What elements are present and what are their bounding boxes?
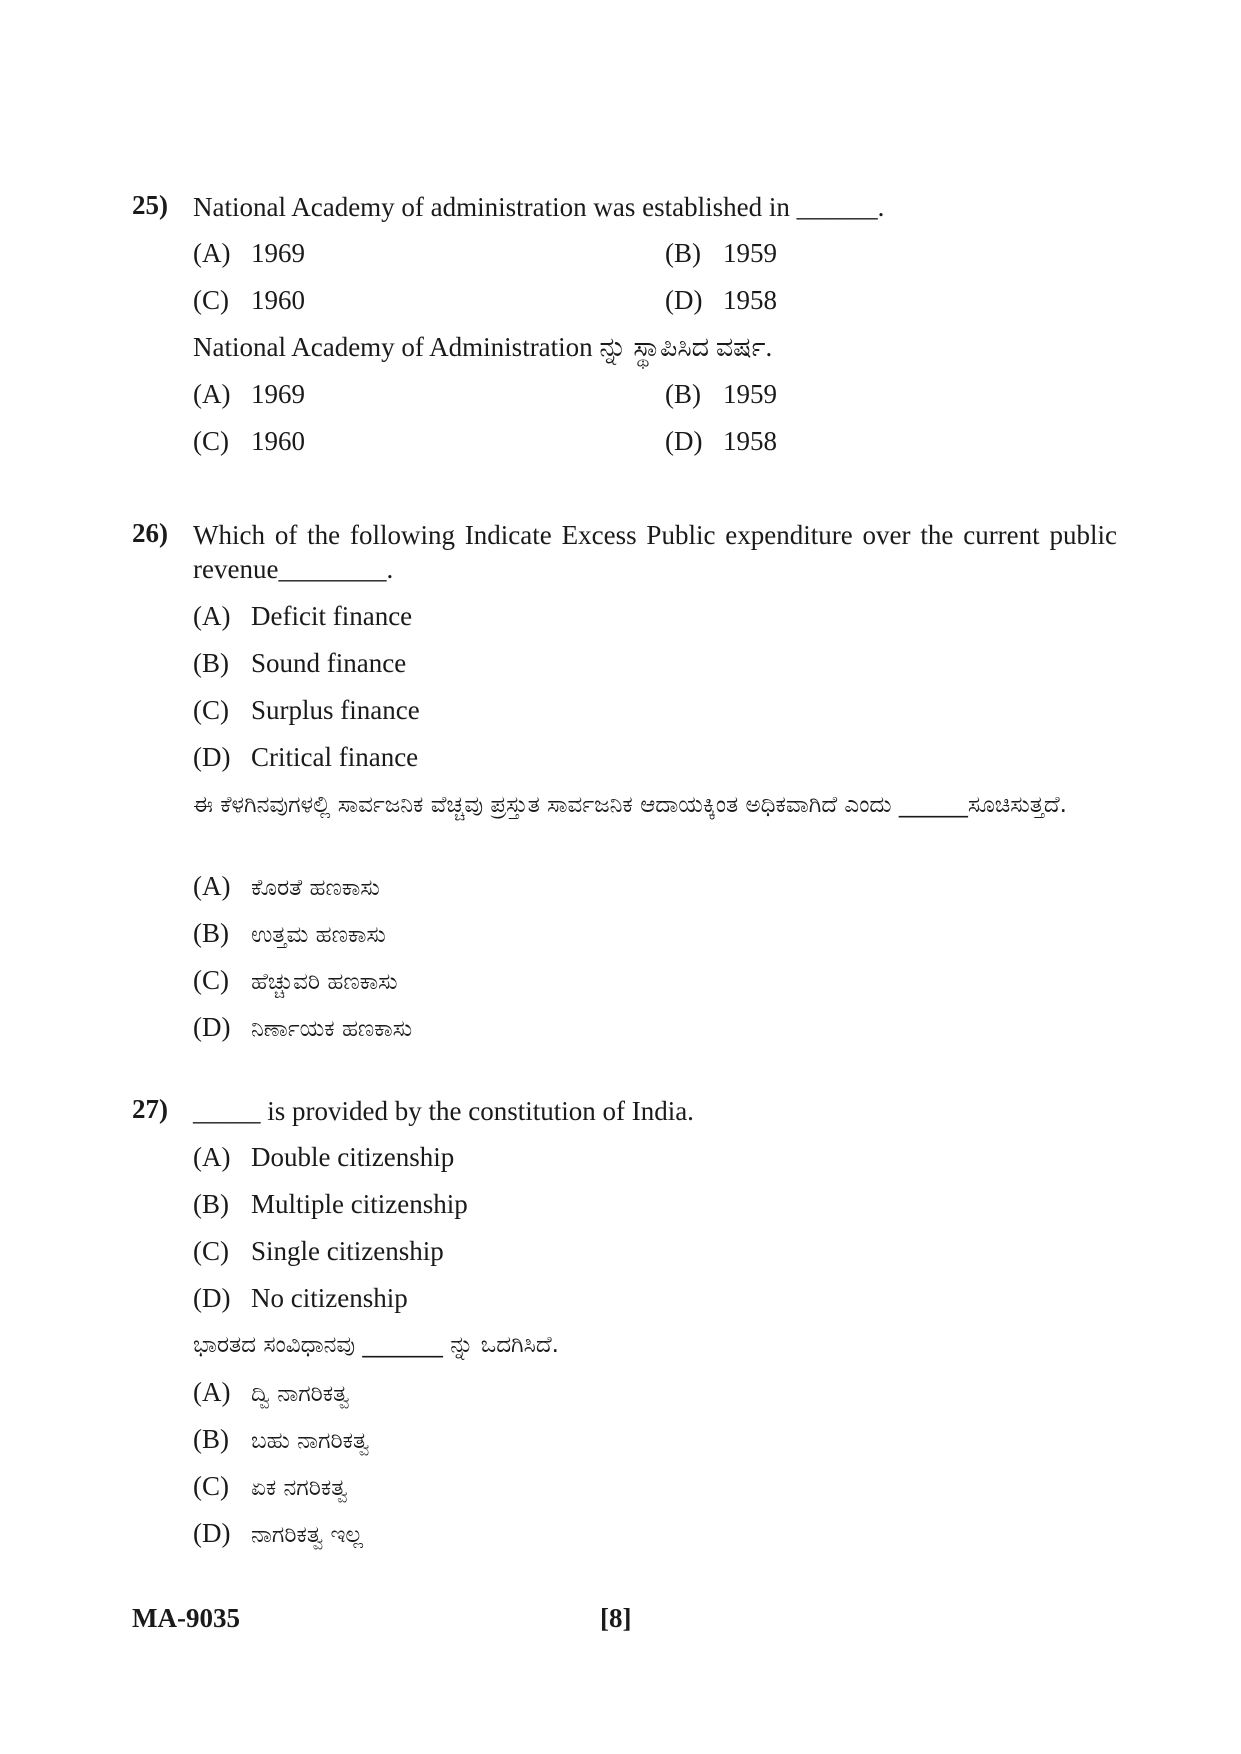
option-label: (B)	[193, 648, 229, 678]
option-label: (A)	[193, 601, 231, 631]
option-a-en	[193, 236, 305, 270]
option-text: No citizenship	[251, 1283, 408, 1313]
option-label: (D)	[193, 1518, 231, 1548]
option-text: Surplus finance	[251, 695, 420, 725]
option-b-kn	[665, 377, 777, 411]
option-label: (B)	[665, 379, 701, 409]
option-label: (C)	[193, 1236, 229, 1266]
option-b-kn	[193, 1422, 369, 1458]
option-d-kn	[193, 1010, 412, 1046]
option-b-en	[193, 1187, 468, 1221]
question-number: 26)	[132, 518, 168, 548]
option-label: (D)	[193, 1283, 231, 1313]
option-text: Single citizenship	[251, 1236, 444, 1266]
question-text-kn: ಭಾರತದ ಸಂವಿಧಾನವು _______ ನ್ನು ಒದಗಿಸಿದೆ.	[193, 1332, 559, 1358]
option-text: ಏಕ ನಗರಿಕತ್ವ	[251, 1475, 348, 1501]
option-label: (B)	[193, 918, 229, 948]
option-a-en	[193, 1140, 454, 1174]
option-text: Deficit finance	[251, 601, 413, 631]
option-text: Critical finance	[251, 742, 419, 772]
question-number: 27)	[132, 1094, 168, 1124]
option-text: ನಾಗರಿಕತ್ವ ಇಲ್ಲ	[251, 1522, 364, 1548]
option-b-en	[665, 236, 777, 270]
option-d-en	[665, 283, 777, 317]
option-label: (C)	[193, 285, 229, 315]
option-text: Multiple citizenship	[251, 1189, 468, 1219]
page-number: [8]	[600, 1603, 632, 1633]
option-label: (C)	[193, 695, 229, 725]
option-c-en	[193, 693, 420, 727]
option-d-kn	[665, 424, 777, 458]
option-d-en	[193, 1281, 408, 1315]
option-label: (B)	[193, 1189, 229, 1219]
option-c-kn	[193, 1469, 348, 1505]
question-text-en: Which of the following Indicate Excess Public expenditure over the current public revenue________.	[193, 520, 1117, 584]
option-label: (B)	[665, 238, 701, 268]
option-c-en	[193, 283, 305, 317]
option-b-en	[193, 646, 406, 680]
option-text: 1959	[723, 379, 777, 409]
option-d-kn	[193, 1516, 363, 1552]
option-text: ಹೆಚ್ಚುವರಿ ಹಣಕಾಸು	[251, 969, 398, 995]
option-a-en	[193, 599, 412, 633]
question-text-kn: National Academy of Administration ನ್ನು ಸ್ಥಾಪಿಸಿದ ವರ್ಷ.	[193, 332, 773, 362]
option-label: (A)	[193, 379, 231, 409]
paper-code: MA-9035	[132, 1603, 240, 1633]
option-text: 1958	[723, 426, 777, 456]
option-label: (A)	[193, 238, 231, 268]
option-text: ದ್ವಿ ನಾಗರಿಕತ್ವ	[251, 1381, 350, 1407]
option-label: (D)	[665, 426, 703, 456]
option-text: Double citizenship	[251, 1142, 455, 1172]
option-c-kn	[193, 963, 398, 999]
option-label: (C)	[193, 426, 229, 456]
option-label: (D)	[665, 285, 703, 315]
option-a-kn	[193, 869, 380, 905]
option-label: (A)	[193, 871, 231, 901]
option-a-kn	[193, 1375, 349, 1411]
option-text: ಬಹು ನಾಗರಿಕತ್ವ	[251, 1428, 370, 1454]
option-text: 1959	[723, 238, 777, 268]
option-label: (C)	[193, 1471, 229, 1501]
option-text: ಉತ್ತಮ ಹಣಕಾಸು	[251, 922, 386, 948]
option-text: ಕೊರತೆ ಹಣಕಾಸು	[251, 875, 380, 901]
option-label: (B)	[193, 1424, 229, 1454]
option-text: 1960	[251, 426, 305, 456]
option-c-kn	[193, 424, 305, 458]
option-label: (D)	[193, 1012, 231, 1042]
option-label: (A)	[193, 1142, 231, 1172]
option-b-kn	[193, 916, 386, 952]
question-text-en: National Academy of administration was established in ______.	[193, 192, 885, 222]
option-d-en	[193, 740, 418, 774]
option-label: (D)	[193, 742, 231, 772]
option-label: (C)	[193, 965, 229, 995]
option-text: ನಿರ್ಣಾಯಕ ಹಣಕಾಸು	[251, 1016, 413, 1042]
question-number: 25)	[132, 190, 168, 220]
option-a-kn	[193, 377, 305, 411]
option-c-en	[193, 1234, 444, 1268]
question-text-kn: ಈ ಕೆಳಗಿನವುಗಳಲ್ಲಿ ಸಾರ್ವಜನಿಕ ವೆಚ್ಚವು ಪ್ರಸ್ತುತ ಸಾರ್ವಜನಿಕ ಆದಾಯಕ್ಕಿಂತ ಅಧಿಕವಾಗಿದೆ ಎಂದು ______ಸೂಚಿಸುತ್ತದೆ.	[193, 792, 1067, 818]
option-text: 1960	[251, 285, 305, 315]
option-text: 1969	[251, 379, 305, 409]
option-text: 1969	[251, 238, 305, 268]
question-text-en: _____ is provided by the constitution of India.	[193, 1096, 694, 1126]
option-text: Sound finance	[251, 648, 407, 678]
option-text: 1958	[723, 285, 777, 315]
option-label: (A)	[193, 1377, 231, 1407]
